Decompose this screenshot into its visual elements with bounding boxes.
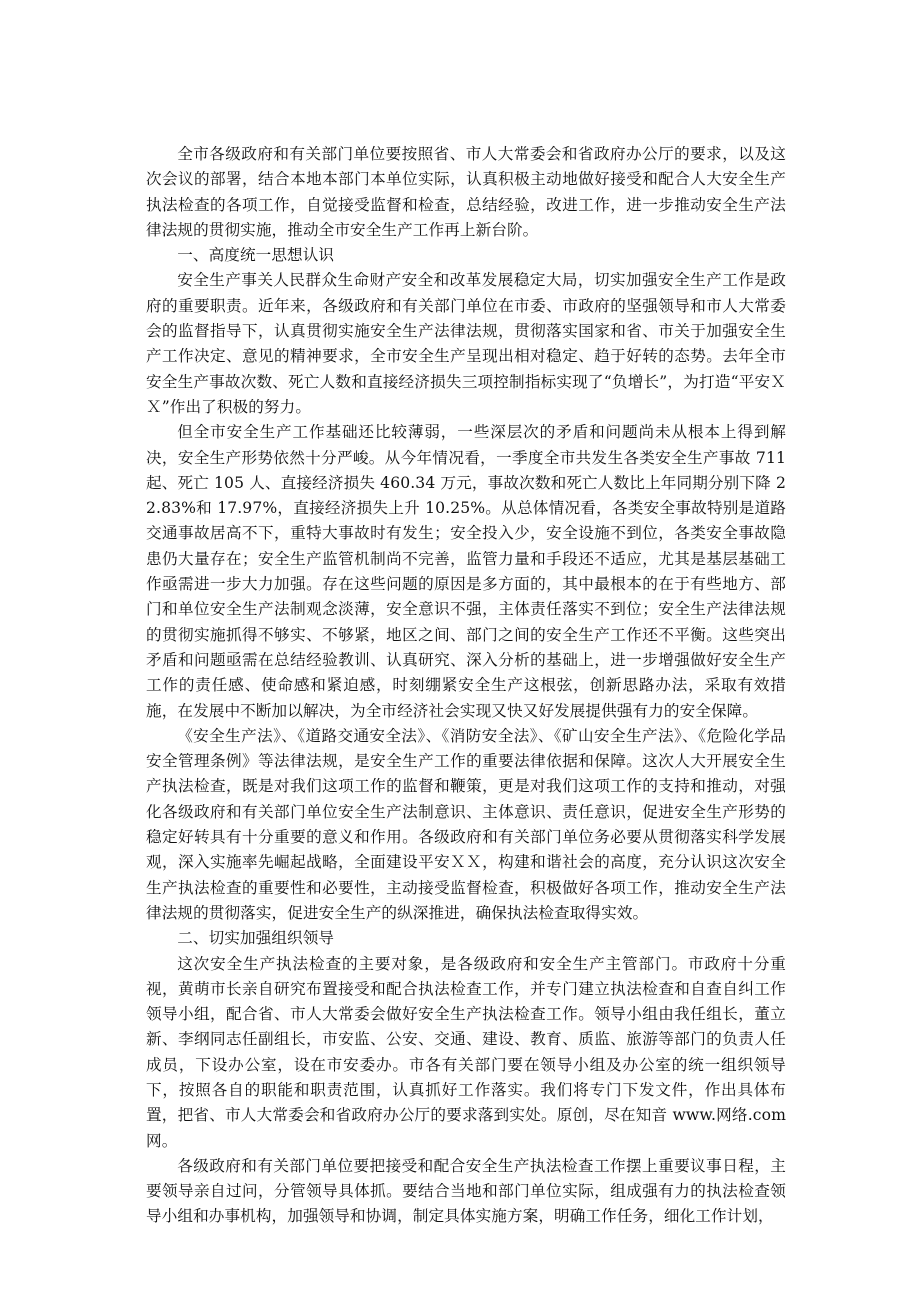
paragraph-1: 安全生产事关人民群众生命财产安全和改革发展稳定大局，切实加强安全生产工作是政府的重要职责。近年来，各级政府和有关部门单位在市委、市政府的坚强领导和市人大常委会的监督指导下，认真贯彻实施安全生产法律法规，贯彻落实国家和省、市关于加强安全生产工作决定、意见的精神要求，全市安全生产呈现出相对稳定、趋于好转的态势。去年全市安全生产事故次数、死亡人数和直接经济损失三项控制指标实现了“负增长”，为打造“平安ＸＸ”作出了积极的努力。 [146,271,786,416]
paragraph-3: 《安全生产法》、《道路交通安全法》、《消防安全法》、《矿山安全生产法》、《危险化学品安全管理条例》等法律法规，是安全生产工作的重要法律依据和保障。这次人大开展安全生产执法检查，既是对我们这项工作的监督和鞭策，更是对我们这项工作的支持和推动，对强化各级政府和有关部门单位安全生产法制意识、主体意识、责任意识，促进安全生产形势的稳定好转具有十分重要的意义和作用。各级政府和有关部门单位务必要从贯彻落实科学发展观，深入实施率先崛起战略，全面建设平安ＸＸ，构建和谐社会的高度，充分认识这次安全生产执法检查的重要性和必要性，主动接受监督检查，积极做好各项工作，推动安全生产法律法规的贯彻落实，促进安全生产的纵深推进，确保执法检查取得实效。 [146,726,786,922]
section-heading-2: 二、切实加强组织领导 [177,929,335,948]
document-body [146,142,786,1230]
section-heading-1: 一、高度统一思想认识 [177,246,335,265]
paragraph-intro: 全市各级政府和有关部门单位要按照省、市人大常委会和省政府办公厅的要求，以及这次会议的部署，结合本地本部门本单位实际，认真积极主动地做好接受和配合人大安全生产执法检查的各项工作，自觉接受监督和检查，总结经验，改进工作，进一步推动安全生产法律法规的贯彻实施，推动全市安全生产工作再上新台阶。 [146,145,786,239]
paragraph-5: 各级政府和有关部门单位要把接受和配合安全生产执法检查工作摆上重要议事日程，主要领导亲自过问，分管领导具体抓。要结合当地和部门单位实际，组成强有力的执法检查领导小组和办事机构，加强领导和协调，制定具体实施方案，明确工作任务，细化工作计划， [146,1156,786,1226]
paragraph-4: 这次安全生产执法检查的主要对象，是各级政府和安全生产主管部门。市政府十分重视，黄萌市长亲自研究布置接受和配合执法检查工作，并专门建立执法检查和自查自纠工作领导小组，配合省、市人大常委会做好安全生产执法检查工作。领导小组由我任组长，董立新、李纲同志任副组长，市安监、公安、交通、建设、教育、质监、旅游等部门的负责人任成员，下设办公室，设在市安委办。市各有关部门要在领导小组及办公室的统一组织领导下，按照各自的职能和职责范围，认真抓好工作落实。我们将专门下发文件，作出具体布置，把省、市人大常委会和省政府办公厅的要求落到实处。原创，尽在知音 www.网络.com 网。 [146,954,786,1150]
paragraph-2: 但全市安全生产工作基础还比较薄弱，一些深层次的矛盾和问题尚未从根本上得到解决，安全生产形势依然十分严峻。从今年情况看，一季度全市共发生各类安全生产事故 711 起、死亡 105 人、直接经济损失 460.34 万元，事故次数和死亡人数比上年同期分别下降 22.83%和 17.97%，直接经济损失上升 10.25%。从总体情况看，各类安全事故特别是道路交通事故居高不下，重特大事故时有发生；安全投入少，安全设施不到位，各类安全事故隐患仍大量存在；安全生产监管机制尚不完善，监管力量和手段还不适应，尤其是基层基础工作亟需进一步大力加强。存在这些问题的原因是多方面的，其中最根本的在于有些地方、部门和单位安全生产法制观念淡薄，安全意识不强，主体责任落实不到位；安全生产法律法规的贯彻实施抓得不够实、不够紧，地区之间、部门之间的安全生产工作还不平衡。这些突出矛盾和问题亟需在总结经验教训、认真研究、深入分析的基础上，进一步增强做好安全生产工作的责任感、使命感和紧迫感，时刻绷紧安全生产这根弦，创新思路办法，采取有效措施，在发展中不断加以解决，为全市经济社会实现又快又好发展提供强有力的安全保障。 [146,423,786,720]
